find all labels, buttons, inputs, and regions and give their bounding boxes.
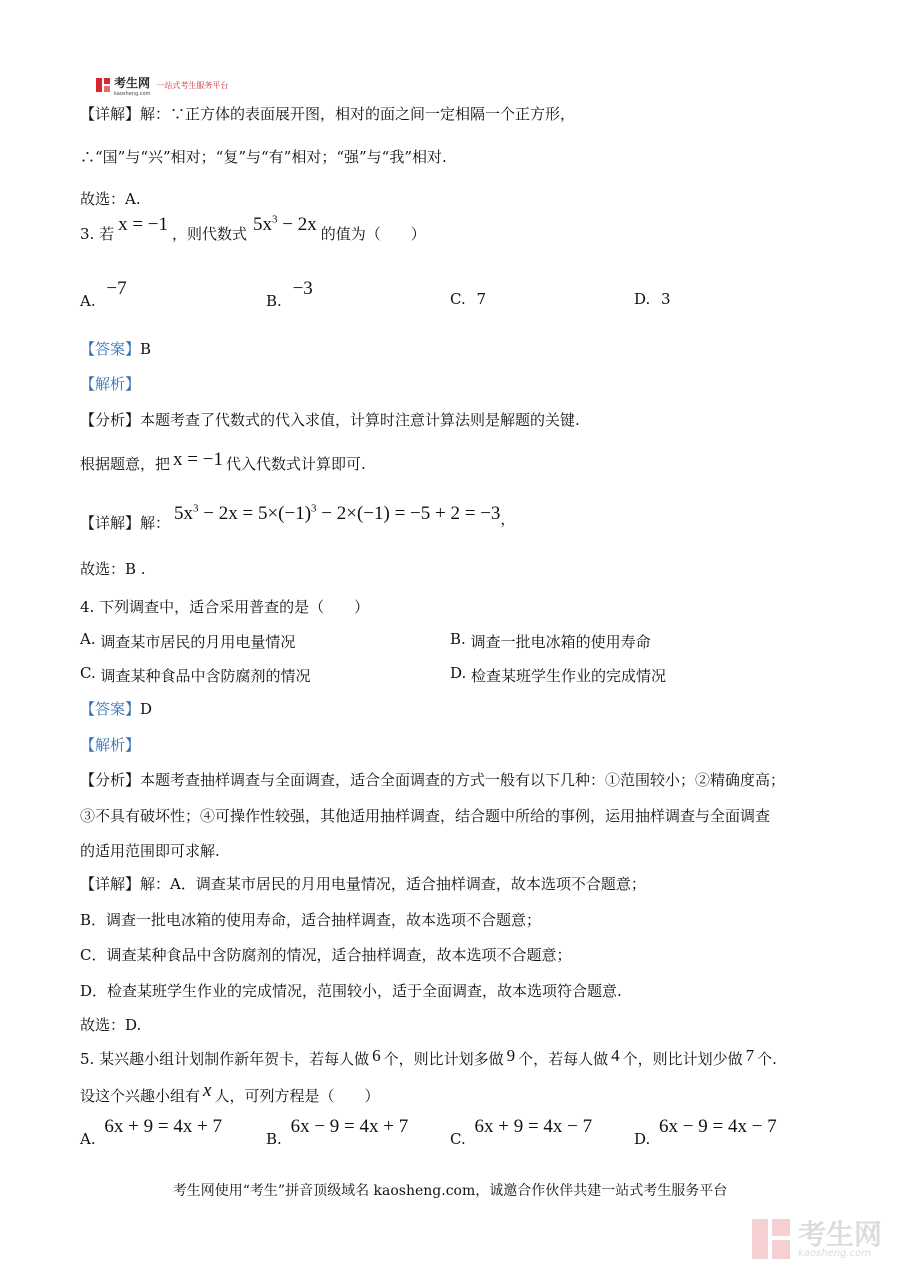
q3-fenxi: 【分析】本题考查了代数式的代入求值，计算时注意计算法则是解题的关键. bbox=[80, 411, 580, 429]
logo-domain: kaosheng.com bbox=[114, 91, 151, 97]
footer-text: 考生网使用“考生”拼音顶级域名 kaosheng.com，诚邀合作伙伴共建一站式考生服务平台 bbox=[172, 1183, 728, 1199]
q3-stem bbox=[80, 213, 426, 244]
q4-fenxi-1: 【分析】本题考查抽样调查与全面调查，适合全面调查的方式一般有以下几种：①范围较小；②精确度高； bbox=[80, 771, 786, 789]
q3-option-c: C. 7 bbox=[450, 290, 487, 308]
q2-conclusion: ∴“国”与“兴”相对；“复”与“有”相对；“强”与“我”相对. bbox=[80, 148, 447, 166]
q4-fenxi-2: ③不具有破坏性；④可操作性较强，其他适用抽样调查，结合题中所给的事例，运用抽样调查与全面调查 bbox=[80, 807, 771, 825]
q3-detail: 【详解】解： $5x^3 - 2x = 5\times(-1)^3 - 2\times(-1) = -5 + 2 = -3$ ， bbox=[80, 502, 516, 532]
q3-stem-mid: ，则代数式 bbox=[172, 224, 248, 243]
q3-answer: 【答案】B bbox=[80, 340, 152, 358]
answer-tag: 【答案】 bbox=[80, 340, 141, 358]
q5-option-a: A. 6x + 9 = 4x + 7 bbox=[80, 1116, 223, 1148]
q3-option-d: D. 3 bbox=[634, 290, 671, 308]
q5-option-b: B. 6x − 9 = 4x + 7 bbox=[266, 1116, 409, 1148]
q4-option-d: D. 检查某班学生作业的完成情况 bbox=[450, 664, 667, 685]
q3-expression: $5x^3 - 2x$ bbox=[253, 213, 317, 235]
q5-option-d: D. 6x − 9 = 4x − 7 bbox=[634, 1116, 777, 1148]
q5-stem-line2: 设这个兴趣小组有 x 人，可列方程是（ ） bbox=[80, 1080, 380, 1105]
q3-choice: 故选：B . bbox=[80, 560, 146, 578]
q4-option-c: C. 调查某种食品中含防腐剂的情况 bbox=[80, 664, 311, 685]
q4-option-b: B. 调查一批电冰箱的使用寿命 bbox=[450, 630, 651, 651]
watermark-text-block bbox=[797, 1218, 882, 1259]
watermark-domain: kaosheng.com bbox=[797, 1248, 871, 1259]
q3-option-b: B. −3 bbox=[266, 278, 313, 310]
q3-condition: x = −1 bbox=[118, 214, 169, 235]
q3-detail-formula: $5x^3 - 2x = 5\times(-1)^3 - 2\times(-1) = -5 + 2 = -3$ bbox=[174, 502, 501, 524]
q5-stem-line1: 5. 某兴趣小组计划制作新年贺卡，若每人做 6 个，则比计划多做 9 个，若每人做 4 个，则比计划少做 7 个. bbox=[80, 1045, 777, 1068]
q4-stem: 4. 下列调查中，适合采用普查的是（ ） bbox=[80, 598, 370, 616]
q3-stem-tail: 的值为（ ） bbox=[320, 224, 426, 243]
q4-fenxi-3: 的适用范围即可求解. bbox=[80, 842, 220, 860]
answer-tag: 【答案】 bbox=[80, 700, 141, 718]
q4-detail-b: B．调查一批电冰箱的使用寿命，适合抽样调查，故本选项不合题意； bbox=[80, 911, 542, 929]
q3-analysis-tag: 【解析】 bbox=[80, 375, 141, 393]
q4-answer: 【答案】D bbox=[80, 700, 153, 718]
q3-option-a: A. −7 bbox=[80, 278, 127, 310]
q4-choice: 故选：D. bbox=[80, 1016, 142, 1034]
logo-icon bbox=[96, 78, 110, 92]
watermark-text: 考生网 bbox=[797, 1218, 882, 1251]
q4-analysis-tag: 【解析】 bbox=[80, 736, 141, 754]
q5-option-c: C. 6x + 9 = 4x − 7 bbox=[450, 1116, 593, 1148]
q4-option-a: A. 调查某市居民的月用电量情况 bbox=[80, 630, 296, 651]
q3-number: 3. 若 bbox=[80, 224, 115, 243]
q4-detail-c: C．调查某种食品中含防腐剂的情况，适合抽样调查，故本选项不合题意； bbox=[80, 946, 572, 964]
logo-text: 考生网 bbox=[114, 76, 151, 90]
logo-text-block bbox=[114, 73, 150, 97]
q2-choice: 故选：A. bbox=[80, 190, 141, 208]
q3-hint: 根据题意，把 x = −1 代入代数式计算即可. bbox=[80, 449, 366, 473]
q2-detail: 【详解】解：∵正方体的表面展开图，相对的面之间一定相隔一个正方形， bbox=[80, 105, 576, 123]
header-logo bbox=[96, 73, 228, 97]
q4-detail-d: D．检查某班学生作业的完成情况，范围较小，适于全面调查，故本选项符合题意. bbox=[80, 982, 622, 1000]
q4-detail-a: 【详解】解：A．调查某市居民的月用电量情况，适合抽样调查，故本选项不合题意； bbox=[80, 875, 646, 893]
watermark-icon bbox=[752, 1219, 792, 1259]
watermark-logo bbox=[752, 1219, 882, 1259]
logo-slogan: 一站式考生服务平台 bbox=[156, 80, 229, 90]
